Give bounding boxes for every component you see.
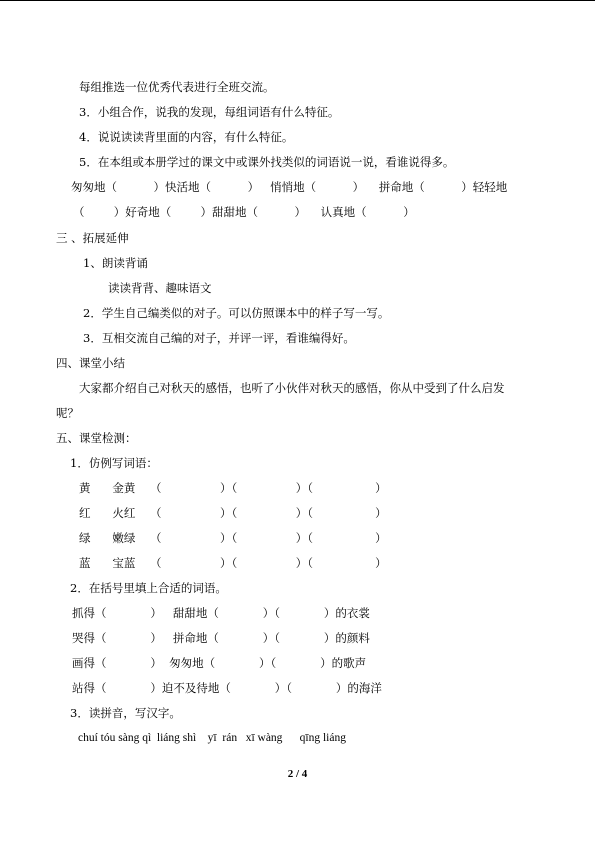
text-line: 1．仿例写词语：: [70, 456, 158, 470]
text-line: 3．读拼音，写汉字。: [70, 706, 181, 720]
fill-row: 站得（ ）迫不及待地（ ）（ ）的海洋: [72, 681, 382, 695]
text-line: 呢？: [56, 406, 79, 420]
text-line: 1、朗读背诵: [83, 256, 148, 270]
text-line: 5．在本组或本册学过的课文中或课外找类似的词语说一说，看谁说得多。: [79, 155, 455, 169]
fill-row: 哭得（ ） 拼命地（ ）（ ）的颜料: [72, 631, 370, 645]
section-heading: 三 、拓展延伸: [56, 231, 129, 245]
section-heading: 五、课堂检测：: [56, 431, 137, 445]
section-heading: 四、课堂小结: [56, 356, 125, 370]
page-number: 2 / 4: [287, 768, 308, 780]
text-line: 匆匆地（ ）快活地（ ） 悄悄地（ ） 拼命地（ ）轻轻地: [71, 180, 508, 194]
fill-row: 画得（ ） 匆匆地（ ）（ ）的歌声: [72, 656, 367, 670]
pinyin-line: chuí tóu sàng qì liáng shì yī rán xī wàng qīng liáng: [78, 732, 346, 744]
text-line: 2．学生自己编类似的对子。可以仿照课本中的样子写一写。: [83, 306, 390, 320]
word-row: 黄 金黄 （ ）（ ）（ ）: [79, 481, 387, 495]
text-line: 读读背背、趣味语文: [108, 281, 212, 295]
text-line: 每组推选一位优秀代表进行全班交流。: [79, 80, 275, 94]
word-row: 绿 嫩绿 （ ）（ ）（ ）: [79, 531, 387, 545]
word-row: 红 火红 （ ）（ ）（ ）: [79, 506, 387, 520]
text-line: （ ）好奇地（ ）甜甜地（ ） 认真地（ ）: [73, 205, 415, 219]
text-line: 2．在括号里填上合适的词语。: [70, 581, 227, 595]
text-line: 4．说说读读背里面的内容，有什么特征。: [79, 130, 294, 144]
text-line: 3．小组合作，说我的发现，每组词语有什么特征。: [79, 105, 340, 119]
word-row: 蓝 宝蓝 （ ）（ ）（ ）: [79, 556, 387, 570]
header-rule: [0, 0, 595, 1]
text-line: 3．互相交流自己编的对子，并评一评，看谁编得好。: [83, 331, 355, 345]
fill-row: 抓得（ ） 甜甜地（ ）（ ）的衣裳: [72, 606, 370, 620]
text-line: 大家都介绍自己对秋天的感悟，也听了小伙伴对秋天的感悟，你从中受到了什么启发: [79, 381, 505, 395]
